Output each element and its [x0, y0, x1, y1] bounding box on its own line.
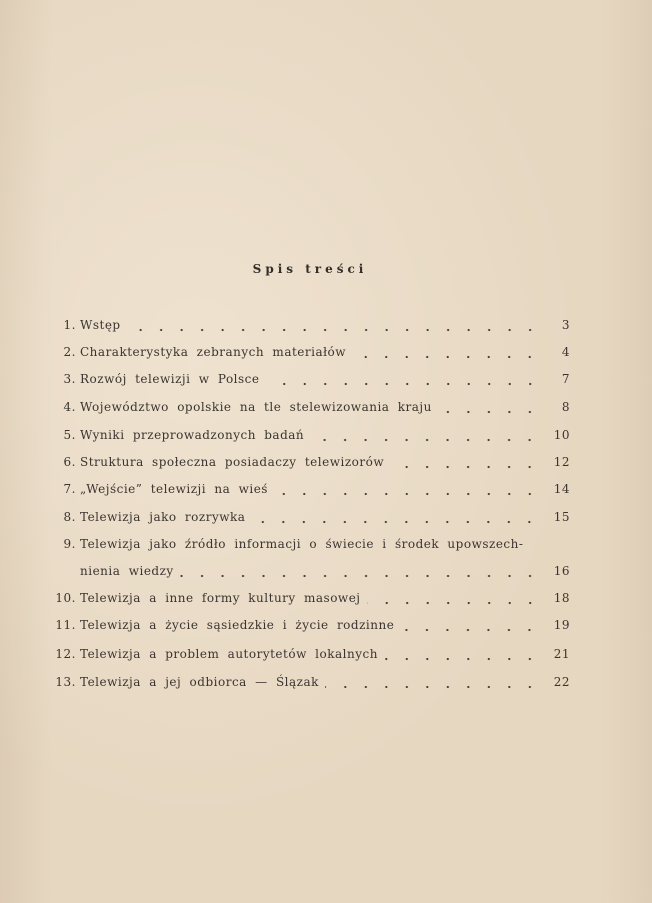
entry-page-number: 21 — [553, 647, 570, 661]
toc-entry — [40, 400, 570, 418]
entry-title: nienia wiedzy — [80, 564, 174, 578]
entry-number: 4. — [63, 400, 76, 414]
entry-number: 5. — [63, 428, 76, 442]
entry-page-number: 3 — [561, 318, 570, 332]
entry-title: Telewizja a inne formy kultury masowej — [80, 591, 361, 605]
entry-page-number: 14 — [553, 482, 570, 496]
entry-number: 11. — [55, 618, 76, 632]
toc-entry — [40, 455, 570, 473]
entry-title: Telewizja jako rozrywka — [80, 510, 246, 524]
entry-number: 3. — [63, 372, 76, 386]
entry-title: „Wejście” telewizji na wieś — [80, 482, 268, 496]
entry-page-number: 15 — [553, 510, 570, 524]
entry-title: Telewizja a problem autorytetów lokalnych — [80, 647, 378, 661]
dot-leader — [367, 601, 540, 605]
dot-leader — [352, 355, 540, 359]
entry-page-number: 7 — [561, 372, 570, 386]
entry-number: 10. — [55, 591, 76, 605]
toc-entry — [40, 564, 570, 582]
entry-number: 2. — [63, 345, 76, 359]
toc-entry — [40, 591, 570, 609]
toc-entry — [40, 345, 570, 363]
entry-page-number: 18 — [553, 591, 570, 605]
toc-entry — [40, 428, 570, 446]
toc-entry — [40, 675, 570, 693]
entry-title: Charakterystyka zebranych materiałów — [80, 345, 347, 359]
entry-title: Wyniki przeprowadzonych badań — [80, 428, 305, 442]
entry-page-number: 4 — [561, 345, 570, 359]
entry-number: 13. — [55, 675, 76, 689]
dot-leader — [390, 465, 540, 469]
entry-title: Telewizja jako źródło informacji o świecie i środek upowszech- — [80, 537, 524, 551]
toc-entry — [40, 647, 570, 665]
toc-entry — [40, 482, 570, 500]
dot-leader — [384, 657, 540, 661]
toc-entry — [40, 372, 570, 390]
dot-leader — [438, 410, 540, 414]
entry-page-number: 8 — [561, 400, 570, 414]
entry-number: 1. — [63, 318, 76, 332]
entry-page-number: 12 — [553, 455, 570, 469]
dot-leader — [266, 382, 541, 386]
dot-leader — [180, 574, 540, 578]
dot-leader — [400, 628, 540, 632]
toc-entry — [40, 318, 570, 336]
dot-leader — [127, 328, 540, 332]
toc-entry — [40, 618, 570, 636]
entry-title: Województwo opolskie na tle stelewizowania kraju — [80, 400, 432, 414]
entry-title: Struktura społeczna posiadaczy telewizorów — [80, 455, 385, 469]
toc-entry — [40, 537, 570, 555]
entry-number: 7. — [63, 482, 76, 496]
entry-page-number: 10 — [553, 428, 570, 442]
entry-number: 8. — [63, 510, 76, 524]
entry-title: Telewizja a życie sąsiedzkie i życie rodzinne — [80, 618, 395, 632]
entry-title: Rozwój telewizji w Polsce — [80, 372, 260, 386]
entry-number: 9. — [63, 537, 76, 551]
dot-leader — [251, 520, 540, 524]
entry-title: Wstęp — [80, 318, 121, 332]
entry-page-number: 22 — [553, 675, 570, 689]
entry-page-number: 19 — [553, 618, 570, 632]
entry-page-number: 16 — [553, 564, 570, 578]
entry-number: 6. — [63, 455, 76, 469]
dot-leader — [274, 492, 540, 496]
entry-title: Telewizja a jej odbiorca — Ślązak — [80, 675, 319, 689]
dot-leader — [325, 685, 540, 689]
entry-number: 12. — [55, 647, 76, 661]
toc-entry — [40, 510, 570, 528]
page-title: Spis treści — [252, 262, 368, 276]
dot-leader — [310, 438, 540, 442]
